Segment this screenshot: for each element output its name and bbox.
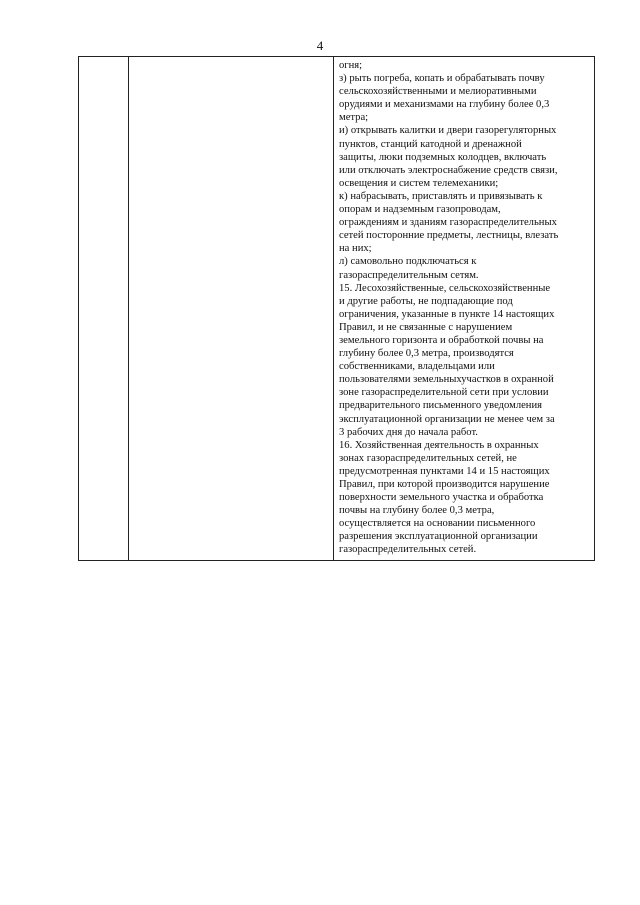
text-line: 16. Хозяйственная деятельность в охранных bbox=[339, 439, 539, 451]
table-cell-number bbox=[79, 57, 129, 561]
text-line: и) открывать калитки и двери газорегуляторных bbox=[339, 125, 557, 137]
text-line: 15. Лесохозяйственные, сельскохозяйственные bbox=[339, 282, 551, 294]
text-line: разрешения эксплуатационной организации bbox=[339, 531, 538, 543]
text-block bbox=[339, 59, 592, 557]
text-line: метра; bbox=[339, 112, 369, 124]
table-cell-text bbox=[334, 57, 595, 561]
text-line: ограничения, указанные в пункте 14 настоящих bbox=[339, 308, 555, 320]
text-line: сельскохозяйственными и мелиоративными bbox=[339, 86, 537, 98]
text-line: почвы на глубину более 0,3 метра, bbox=[339, 505, 495, 517]
text-line: собственниками, владельцами или bbox=[339, 361, 495, 373]
text-line: 3 рабочих дня до начала работ. bbox=[339, 426, 478, 438]
text-line: земельного горизонта и обработкой почвы на bbox=[339, 334, 544, 346]
text-line: ограждениям и зданиям газораспределительных bbox=[339, 217, 557, 229]
text-line: или отключать электроснабжение средств связи, bbox=[339, 164, 558, 176]
text-line: защиты, люки подземных колодцев, включать bbox=[339, 151, 547, 163]
text-line: глубину более 0,3 метра, производятся bbox=[339, 348, 514, 360]
text-line: зоне газораспределительной сети при условии bbox=[339, 387, 549, 399]
text-line: Правил, и не связанные с нарушением bbox=[339, 321, 513, 333]
text-line: газораспределительным сетям. bbox=[339, 269, 479, 281]
text-line: зонах газораспределительных сетей, не bbox=[339, 452, 517, 464]
text-line: к) набрасывать, приставлять и привязывать к bbox=[339, 190, 543, 202]
text-line: освещения и систем телемеханики; bbox=[339, 177, 499, 189]
text-line: и другие работы, не подпадающие под bbox=[339, 295, 513, 307]
text-line: огня; bbox=[339, 60, 363, 71]
table-cell-description bbox=[129, 57, 334, 561]
text-line: Правил, при которой производится нарушение bbox=[339, 479, 550, 490]
text-line: предусмотренная пунктами 14 и 15 настоящих bbox=[339, 465, 550, 477]
text-line: пунктов, станций катодной и дренажной bbox=[339, 138, 522, 150]
text-line: опорам и надземным газопроводам, bbox=[339, 204, 501, 216]
text-line: газораспределительных сетей. bbox=[339, 544, 477, 556]
text-line: осуществляется на основании письменного bbox=[339, 518, 536, 530]
text-line: пользователями земельныхучастков в охранной bbox=[339, 374, 554, 386]
text-line: поверхности земельного участка и обработка bbox=[339, 492, 544, 504]
text-line: л) самовольно подключаться к bbox=[339, 256, 477, 268]
text-line: на них; bbox=[339, 243, 372, 255]
document-table bbox=[78, 56, 595, 561]
text-line: эксплуатационной организации не менее чем за bbox=[339, 413, 555, 425]
text-line: з) рыть погреба, копать и обрабатывать почву bbox=[339, 73, 545, 85]
text-line: предварительного письменного уведомления bbox=[339, 400, 543, 412]
page-number: 4 bbox=[316, 38, 324, 53]
text-line: орудиями и механизмами на глубину более 0,3 bbox=[339, 99, 550, 111]
text-line: сетей посторонние предметы, лестницы, влезать bbox=[339, 230, 559, 242]
table-row bbox=[79, 57, 595, 561]
